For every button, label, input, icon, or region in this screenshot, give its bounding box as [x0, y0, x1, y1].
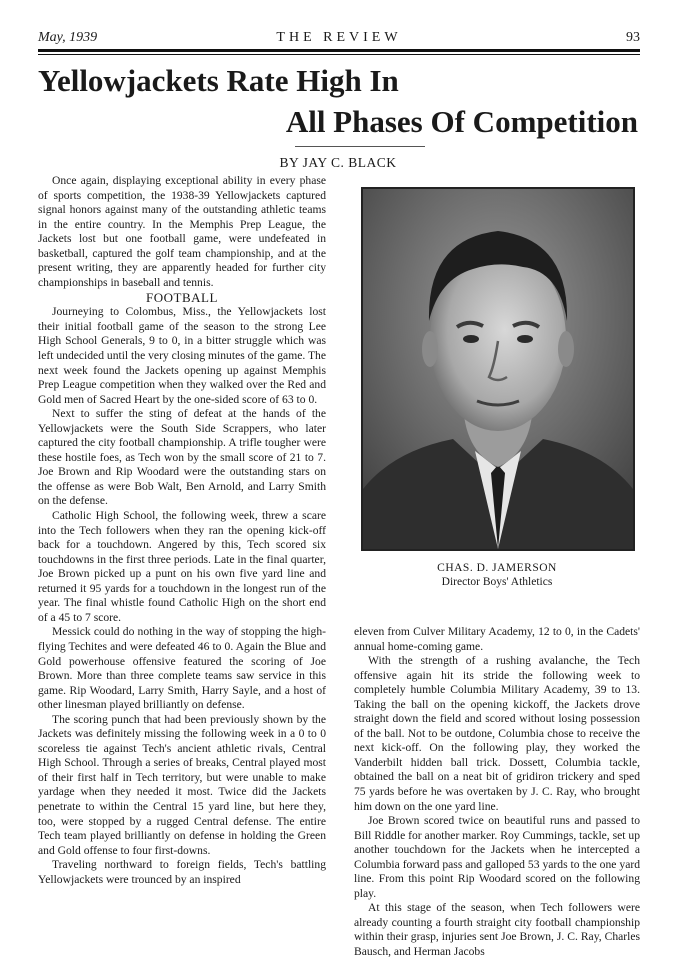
byline: BY JAY C. BLACK [279, 155, 397, 170]
header-rule-thick [38, 49, 640, 52]
photo-caption-name: CHAS. D. JAMERSON [437, 562, 557, 574]
headline-divider [295, 146, 425, 147]
article-paragraph: eleven from Culver Military Academy, 12 to 0, in the Cadets' annual home-coming game. [354, 625, 640, 653]
issue-date: May, 1939 [38, 30, 98, 45]
header-rule-thin [38, 54, 640, 55]
portrait-image [363, 189, 633, 549]
intro-paragraph: Once again, displaying exceptional ability in every phase of sports competition, the 1938-39 Yellowjackets captured signal honors against many of the outstanding athletic teams in the entire country. In the Memphis Prep League, the Jackets lost but one football game, were undefeated in basketball, captured the golf team championship, and at the present writing, they are apparently headed for further city championships in baseball and tennis. [38, 174, 326, 289]
article-paragraph: Traveling northward to foreign fields, Tech's battling Yellowjackets were trounced by an inspired [38, 858, 326, 886]
publication-title: THE REVIEW [276, 30, 402, 45]
photo-caption-title: Director Boys' Athletics [441, 576, 553, 588]
article-headline [38, 60, 638, 142]
article-paragraph: Journeying to Colombus, Miss., the Yellowjackets lost their initial football game of the season to the strong Lee High School Generals, 9 to 0, in a bitter struggle which was left undecided until the very closing minutes of the game. The next week found the Jackets opening up against Memphis Prep League competition when they walked over the Red and Gold men of Sacred Heart by the one-sided score of 63 to 0. [38, 305, 326, 406]
headline-line-1: Yellowjackets Rate High In [38, 63, 399, 98]
article-paragraph: Next to suffer the sting of defeat at the hands of the Yellowjackets were the South Side Scrappers, who later captured the city football championship. A trifle tougher were these hostile foes, as Tech won by the small score of 21 to 7. Joe Brown and Rip Woodard were the outstanding stars on the offense as were Bob Walt, Ben Arnold, and Larry Smith on the defense. [38, 407, 326, 508]
headline-line-2: All Phases Of Competition [285, 104, 638, 139]
article-paragraph: With the strength of a rushing avalanche, the Tech offensive again hit its stride the following week to completely humble Columbia Military Academy, 39 to 13. Taking the ball on the opening kickoff, the Jackets drove straight down the field and scored without losing possession of the ball. Not to be outdone, Columbia chose to receive the next kick-off. On the following play, they worked the Vanderbilt hidden ball trick. Dossett, Columbia tackle, obtained the ball on a neat bit of gridiron trickery and sped 75 yards before he was overtaken by J. C. Ray, who brought him down on the one yard line. [354, 654, 640, 813]
article-paragraph: Catholic High School, the following week, threw a scare into the Tech followers when they ran the opening kick-off back for a touchdown. Angered by this, Tech scored six touchdowns in the first three periods. Late in the final quarter, Joe Brown picked up a punt on his own five yard line and returned it 95 yards for a touchdown in the longest run of the year. The final whistle found Catholic High on the short end of a 45 to 7 score. [38, 509, 326, 624]
portrait-photo [361, 187, 635, 551]
article-paragraph: At this stage of the season, when Tech followers were already counting a fourth straight city football championship within their grasp, injuries sent Joe Brown, J. C. Ray, Charles Bausch, and Herman Jacobs [354, 901, 640, 959]
running-head [38, 30, 640, 48]
article-paragraph: The scoring punch that had been previously shown by the Jackets was definitely missing the following week in a 0 to 0 scoreless tie against Tech's ancient athletic rivals, Central High School. Through a series of breaks, Central played most of their first half in Tech territory, but were unable to make yardage when they needed it most. Twice did the Jackets penetrate to within the Central 15 yard line, but here they, too, were stopped by a rugged Central defense. The entire Tech team played brilliantly on defense in holding the Green and Gold offense to four first-downs. [38, 712, 326, 857]
article-column-left [38, 174, 326, 887]
page-number: 93 [626, 30, 640, 45]
article-column-right [354, 625, 640, 960]
article-paragraph: Joe Brown scored twice on beautiful runs and passed to Bill Riddle for another marker. Roy Cummings, tackle, set up another touchdown for the Jackets when he intercepted a Columbia forward pass and galloped 53 yards to the one yard line. From this point Rip Woodard scored on the following play. [354, 814, 640, 900]
article-paragraph: Messick could do nothing in the way of stopping the high-flying Techites and were defeated 46 to 0. Again the Blue and Gold powerhouse offensive featured the scoring of Joe Brown. More than three complete teams saw service in this game. Rip Woodard, Larry Smith, Harry Sayle, and a host of other linesman played brilliantly on defense. [38, 625, 326, 712]
section-heading-football: FOOTBALL [146, 290, 218, 306]
